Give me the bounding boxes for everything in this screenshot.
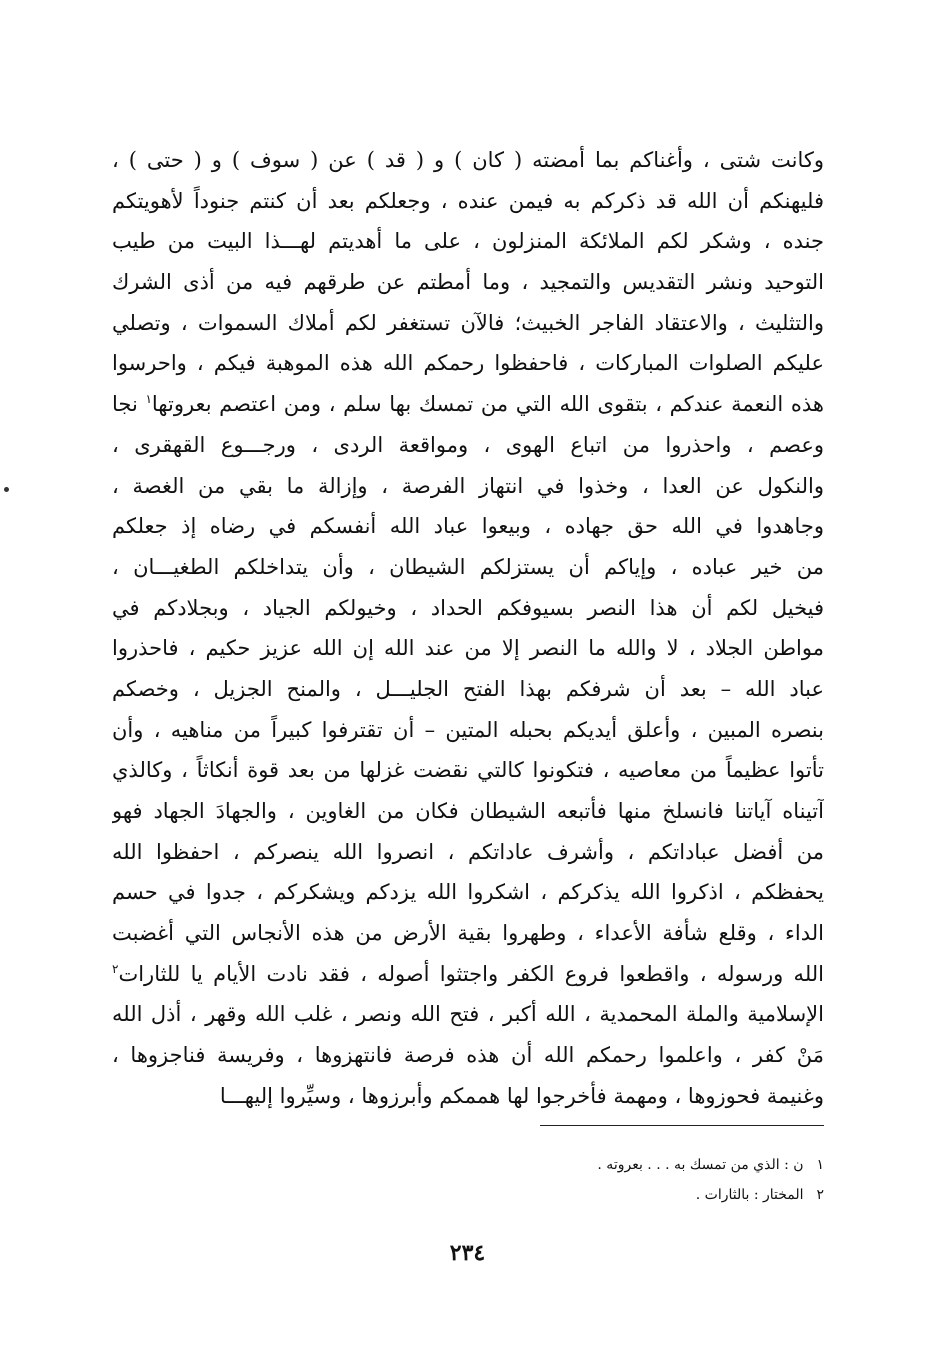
text-line-18: من أفضل عباداتكم ، وأشرف عاداتكم ، انصروا الله ينصركم ، احفظوا الله xyxy=(112,839,824,864)
footnote-1-number: ١ xyxy=(816,1157,824,1173)
footnote-2-number: ٢ xyxy=(816,1187,824,1203)
text-line-14: عباد الله – بعد أن شرفكم بهذا الفتح الجليـــل ، والمنح الجزيل ، وخصكم xyxy=(112,676,824,701)
footnote-2-text: المختار : بالثارات . xyxy=(695,1187,804,1203)
main-text-block xyxy=(112,140,824,1117)
text-line-23: مَنْ كفر ، واعلموا رحمكم الله أن هذه فرصة فانتهزوها ، وفريسة فناجزوها ، xyxy=(112,1043,824,1068)
footnote-2 xyxy=(400,1180,824,1210)
footnotes xyxy=(400,1150,824,1210)
page-number: ٢٣٤ xyxy=(449,1240,486,1266)
text-line-15: بنصره المبين ، وأعلق أيديكم بحبله المتين – أن تقترفوا كبيراً من مناهيه ، وأن xyxy=(112,717,824,742)
footnote-mark-1: ١ xyxy=(145,392,152,407)
text-line-2: فليهنكم أن الله قد ذكركم به فيمن عنده ، وجعلكم بعد أن كنتم جنوداً لأهويتكم xyxy=(112,188,824,213)
text-line-7 xyxy=(112,384,824,425)
text-line-20: الداء ، وقلع شأفة الأعداء ، وطهروا بقية الأرض من هذه الأنجاس التي أغضبت xyxy=(112,921,824,946)
text-line-1: وكانت شتى ، وأغناكم بما أمضته ( كان ) و ( قد ) عن ( سوف ) و ( حتى ) ، xyxy=(112,148,824,172)
footnote-1 xyxy=(400,1150,824,1180)
text-line-7-main: هذه النعمة عندكم ، بتقوى الله التي من تمسك بها سلم ، ومن اعتصم بعروتها xyxy=(151,392,824,417)
text-line-17: آتيناه آياتنا فانسلخ منها فأتبعه الشيطان فكان من الغاوين ، والجهادَ الجهاد فهو xyxy=(112,799,824,823)
text-line-12: فيخيل لكم أن هذا النصر بسيوفكم الحداد ، وخيولكم الجياد ، وبجلادكم في xyxy=(112,595,824,620)
text-line-21 xyxy=(112,954,824,995)
text-line-16: تأتوا عظيماً من معاصيه ، فتكونوا كالتي نقضت غزلها من بعد قوة أنكاثاً ، وكالذي xyxy=(112,758,824,783)
text-line-5: والتثليث ، والاعتقاد الفاجر الخبيث؛ فالآن تستغفر لكم أملاك السموات ، وتصلي xyxy=(112,310,824,335)
text-line-8: وعصم ، واحذروا من اتباع الهوى ، ومواقعة الردى ، ورجـــوع القهقرى ، xyxy=(112,432,824,457)
text-line-24: وغنيمة فحوزوها ، ومهمة فأخرجوا لها هممكم وأبرزوها ، وسيِّروا إليهـــا xyxy=(219,1083,824,1108)
text-line-9: والنكول عن العدا ، وخذوا في انتهاز الفرصة ، وإزالة ما بقي من الغصة ، xyxy=(112,473,824,498)
text-line-4: التوحيد ونشر التقديس والتمجيد ، وما أمطتم عن طرقهم فيه من أذى الشرك xyxy=(112,270,824,295)
scan-edge-dot xyxy=(4,487,9,492)
footnote-1-text: ن : الذي من تمسك به . . . بعروته . xyxy=(597,1157,804,1173)
footnote-mark-2: ٢ xyxy=(112,961,119,976)
text-line-21-main: الله ورسوله ، واقطعوا فروع الكفر واجتثوا أصوله ، فقد نادت الأيام يا للثارات xyxy=(118,961,824,986)
text-line-22: الإسلامية والملة المحمدية ، الله أكبر ، فتح الله ونصر ، غلب الله وقهر ، أذل الله xyxy=(112,1002,824,1027)
text-line-19: يحفظكم ، اذكروا الله يذكركم ، اشكروا الله يزدكم ويشكركم ، جدوا في حسم xyxy=(112,880,824,905)
text-line-13: مواطن الجلاد ، لا والله ما النصر إلا من عند الله إن الله عزيز حكيم ، فاحذروا xyxy=(112,636,824,661)
text-line-6: عليكم الصلوات المباركات ، فاحفظوا رحمكم الله هذه الموهبة فيكم ، واحرسوا xyxy=(112,351,824,376)
text-line-7-tail: نجا xyxy=(112,392,138,417)
text-line-11: من خير عباده ، وإياكم أن يستزلكم الشيطان ، وأن يتداخلكم الطغيـــان ، xyxy=(112,554,824,579)
text-line-3: جنده ، وشكر لكم الملائكة المنزلون ، على ما أهديتم لهـــذا البيت من طيب xyxy=(112,229,824,254)
text-line-10: وجاهدوا في الله حق جهاده ، وبيعوا عباد الله أنفسكم في رضاه إذ جعلكم xyxy=(112,514,824,539)
footnote-separator xyxy=(540,1125,824,1126)
